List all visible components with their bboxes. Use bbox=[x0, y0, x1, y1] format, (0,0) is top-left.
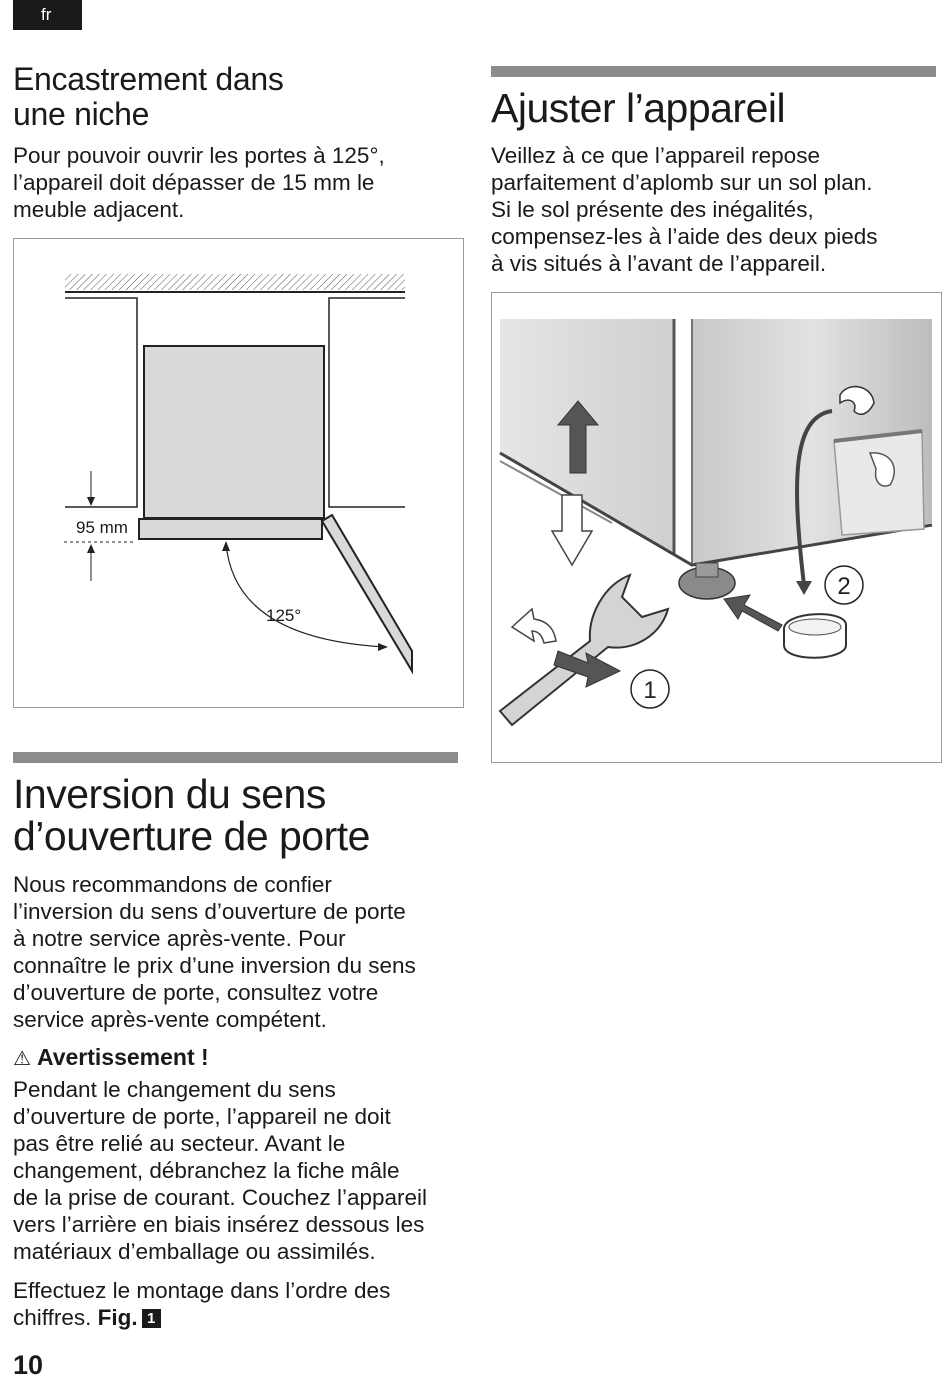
adjust-text-line: à vis situés à l’avant de l’appareil. bbox=[491, 251, 827, 276]
step-2-label: 2 bbox=[837, 573, 851, 600]
final-instruction-prefix: chiffres. bbox=[13, 1305, 92, 1330]
step-1-label: 1 bbox=[643, 677, 657, 704]
lower-arrow-icon bbox=[552, 495, 592, 565]
inversion-text bbox=[13, 871, 473, 1033]
inversion-text-line: d’ouverture de porte, consultez votre bbox=[13, 980, 379, 1005]
warning-heading bbox=[13, 1042, 473, 1074]
appliance-side bbox=[500, 319, 674, 553]
niche-text-line: l’appareil doit dépasser de 15 mm le bbox=[13, 170, 375, 195]
final-instruction bbox=[13, 1277, 473, 1331]
inversion-text-line: l’inversion du sens d’ouverture de porte bbox=[13, 899, 406, 924]
foot-adjust-illustration bbox=[492, 293, 941, 762]
left-cabinet bbox=[65, 298, 137, 507]
warning-text-line: vers l’arrière en biais insérez dessous les bbox=[13, 1212, 425, 1237]
inversion-heading bbox=[13, 773, 473, 857]
warning-title: Avertissement ! bbox=[36, 1044, 209, 1070]
warning-text-line: changement, débranchez la fiche mâle bbox=[13, 1158, 400, 1183]
warning-text-line: pas être relié au secteur. Avant le bbox=[13, 1131, 346, 1156]
niche-diagram bbox=[14, 239, 463, 707]
language-tag: fr bbox=[13, 0, 82, 30]
figure-reference: Fig. bbox=[97, 1305, 138, 1330]
warning-text-line: de la prise de courant. Couchez l’appareil bbox=[13, 1185, 427, 1210]
warning-text-line: matériaux d’emballage ou assimilés. bbox=[13, 1239, 376, 1264]
warning-triangle-icon: ⚠ bbox=[13, 1048, 31, 1070]
niche-text-line: meuble adjacent. bbox=[13, 197, 185, 222]
inversion-text-line: service après-vente compétent. bbox=[13, 1007, 327, 1032]
appliance-body bbox=[144, 346, 324, 518]
inversion-rule bbox=[13, 752, 458, 763]
dim-label: 95 mm bbox=[76, 518, 128, 537]
inversion-heading-line1: Inversion du sens bbox=[13, 771, 326, 817]
niche-text bbox=[13, 142, 473, 223]
warning-text bbox=[13, 1076, 473, 1265]
adjust-text-line: parfaitement d’aplomb sur un sol plan. bbox=[491, 170, 873, 195]
inversion-text-line: à notre service après-vente. Pour bbox=[13, 926, 346, 951]
push-arrow-icon bbox=[724, 595, 782, 631]
angle-arc bbox=[226, 543, 386, 647]
adjust-text bbox=[491, 142, 941, 277]
adjust-rule bbox=[491, 66, 936, 77]
inversion-heading-line2: d’ouverture de porte bbox=[13, 813, 370, 859]
rotate-arrow-icon bbox=[512, 609, 556, 643]
adjust-figure bbox=[491, 292, 942, 763]
warning-text-line: d’ouverture de porte, l’appareil ne doit bbox=[13, 1104, 391, 1129]
adjust-text-line: Veillez à ce que l’appareil repose bbox=[491, 143, 820, 168]
door-open bbox=[322, 515, 412, 671]
niche-heading-line2: une niche bbox=[13, 96, 150, 132]
angle-label: 125° bbox=[266, 606, 302, 625]
page-number: 10 bbox=[13, 1350, 44, 1380]
adjust-heading: Ajuster l’appareil bbox=[491, 85, 786, 131]
adjust-text-line: compensez-les à l’aide des deux pieds bbox=[491, 224, 878, 249]
figure-number-badge: 1 bbox=[142, 1309, 161, 1328]
ceiling-hatch bbox=[65, 274, 405, 290]
inversion-text-line: Nous recommandons de confier bbox=[13, 872, 332, 897]
inversion-text-line: connaître le prix d’une inversion du sens bbox=[13, 953, 416, 978]
niche-figure bbox=[13, 238, 464, 708]
niche-heading bbox=[13, 62, 473, 132]
right-cabinet bbox=[329, 298, 405, 507]
final-instruction-line: Effectuez le montage dans l’ordre des bbox=[13, 1278, 391, 1303]
door-closed bbox=[139, 519, 322, 539]
final-instruction-line bbox=[13, 1304, 473, 1331]
warning-text-line: Pendant le changement du sens bbox=[13, 1077, 336, 1102]
niche-text-line: Pour pouvoir ouvrir les portes à 125°, bbox=[13, 143, 385, 168]
niche-heading-line1: Encastrement dans bbox=[13, 61, 284, 97]
adjust-text-line: Si le sol présente des inégalités, bbox=[491, 197, 814, 222]
